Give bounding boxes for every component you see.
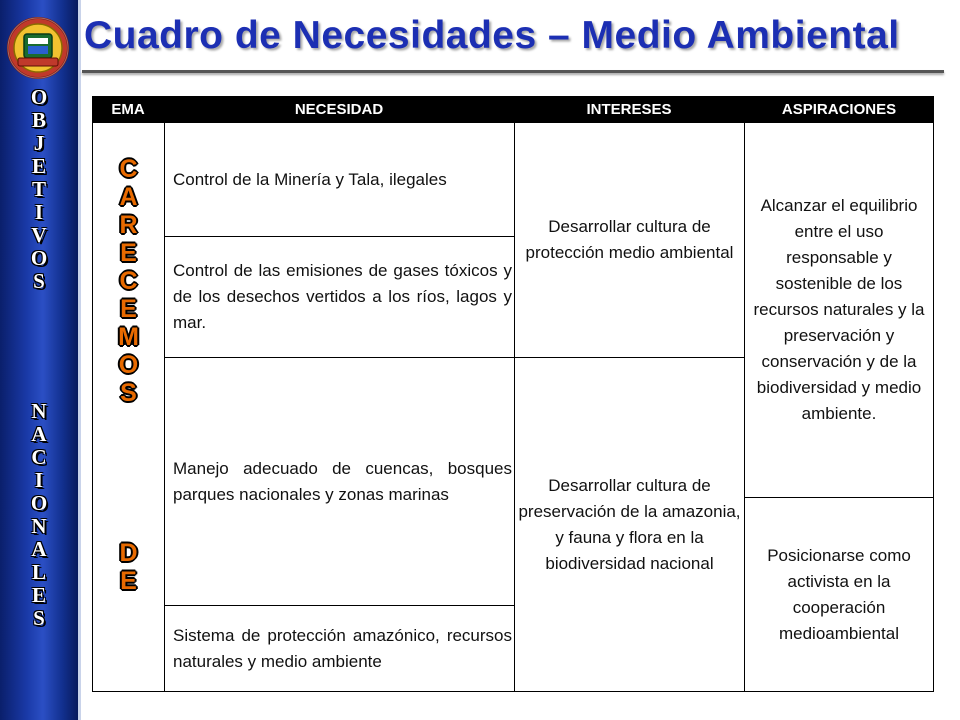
sidebar-letter: O <box>30 491 48 515</box>
sidebar <box>0 0 78 720</box>
sidebar-letter: C <box>31 445 47 469</box>
sidebar-letter: N <box>31 514 47 538</box>
sidebar-word-objetivos <box>0 86 78 293</box>
ema-cell <box>92 122 165 692</box>
necesidad-cell <box>164 357 515 606</box>
sidebar-letter: I <box>34 200 44 224</box>
header-ema: EMA <box>111 101 145 118</box>
ema-letter: E <box>120 239 137 267</box>
sidebar-letter: S <box>33 606 45 630</box>
ema-letter: C <box>119 155 138 183</box>
necesidad-text: Sistema de protección amazónico, recursos naturales y medio ambiente <box>173 625 512 671</box>
sidebar-letter: E <box>31 154 46 178</box>
sidebar-letter: B <box>31 108 46 132</box>
ema-letter: C <box>119 267 138 295</box>
sidebar-letter: S <box>33 269 45 293</box>
page-title: Cuadro de Necesidades – Medio Ambiental <box>84 14 900 57</box>
ema-letter: E <box>120 567 137 595</box>
necesidad-text: Manejo adecuado de cuencas, bosques parques nacionales y zonas marinas <box>173 458 512 504</box>
title-underline <box>82 70 944 73</box>
sidebar-letter: N <box>31 399 47 423</box>
sidebar-letter: O <box>30 246 48 270</box>
emblem-logo <box>6 14 70 80</box>
header-necesidad: NECESIDAD <box>294 101 384 118</box>
header-aspiraciones: ASPIRACIONES <box>781 101 897 118</box>
sidebar-letter: J <box>33 131 45 155</box>
necesidad-cell <box>164 122 515 237</box>
needs-table <box>92 96 934 692</box>
aspiraciones-text: Alcanzar el equilibrio entre el uso responsable y sostenible de los recursos naturales y la preservación y conservación y de la biodiversidad y medio ambiente. <box>753 196 925 423</box>
intereses-cell <box>514 122 745 358</box>
ema-letter: E <box>120 295 137 323</box>
aspiraciones-text: Posicionarse como activista en la cooperación medioambiental <box>767 545 911 643</box>
sidebar-letter: E <box>31 583 46 607</box>
sidebar-letter: A <box>31 537 47 561</box>
ema-letter: M <box>118 323 139 351</box>
ema-letter: R <box>119 211 138 239</box>
sidebar-divider <box>78 0 81 720</box>
sidebar-letter: T <box>31 177 46 201</box>
ema-letter: D <box>119 539 138 567</box>
ema-letter: O <box>118 351 139 379</box>
sidebar-letter: L <box>31 560 46 584</box>
sidebar-letter: O <box>30 85 48 109</box>
sidebar-letter: V <box>31 223 47 247</box>
necesidad-cell <box>164 605 515 692</box>
header-intereses: INTERESES <box>586 101 672 118</box>
necesidad-text: Control de las emisiones de gases tóxicos y de los desechos vertidos a los ríos, lagos y mar. <box>173 261 512 332</box>
necesidad-cell <box>164 236 515 358</box>
intereses-text: Desarrollar cultura de preservación de la amazonia, y fauna y flora en la biodiversidad nacional <box>518 475 741 573</box>
ema-word-carecemos <box>93 155 164 407</box>
sidebar-letter: I <box>34 468 44 492</box>
aspiraciones-cell <box>744 497 934 692</box>
ema-letter: S <box>120 379 137 407</box>
intereses-text: Desarrollar cultura de protección medio ambiental <box>525 217 734 262</box>
ema-word-de <box>93 539 164 595</box>
ema-letter: A <box>119 183 138 211</box>
sidebar-letter: A <box>31 422 47 446</box>
sidebar-word-nacionales <box>0 400 78 630</box>
aspiraciones-cell <box>744 122 934 498</box>
intereses-cell <box>514 357 745 692</box>
necesidad-text: Control de la Minería y Tala, ilegales <box>173 169 447 189</box>
